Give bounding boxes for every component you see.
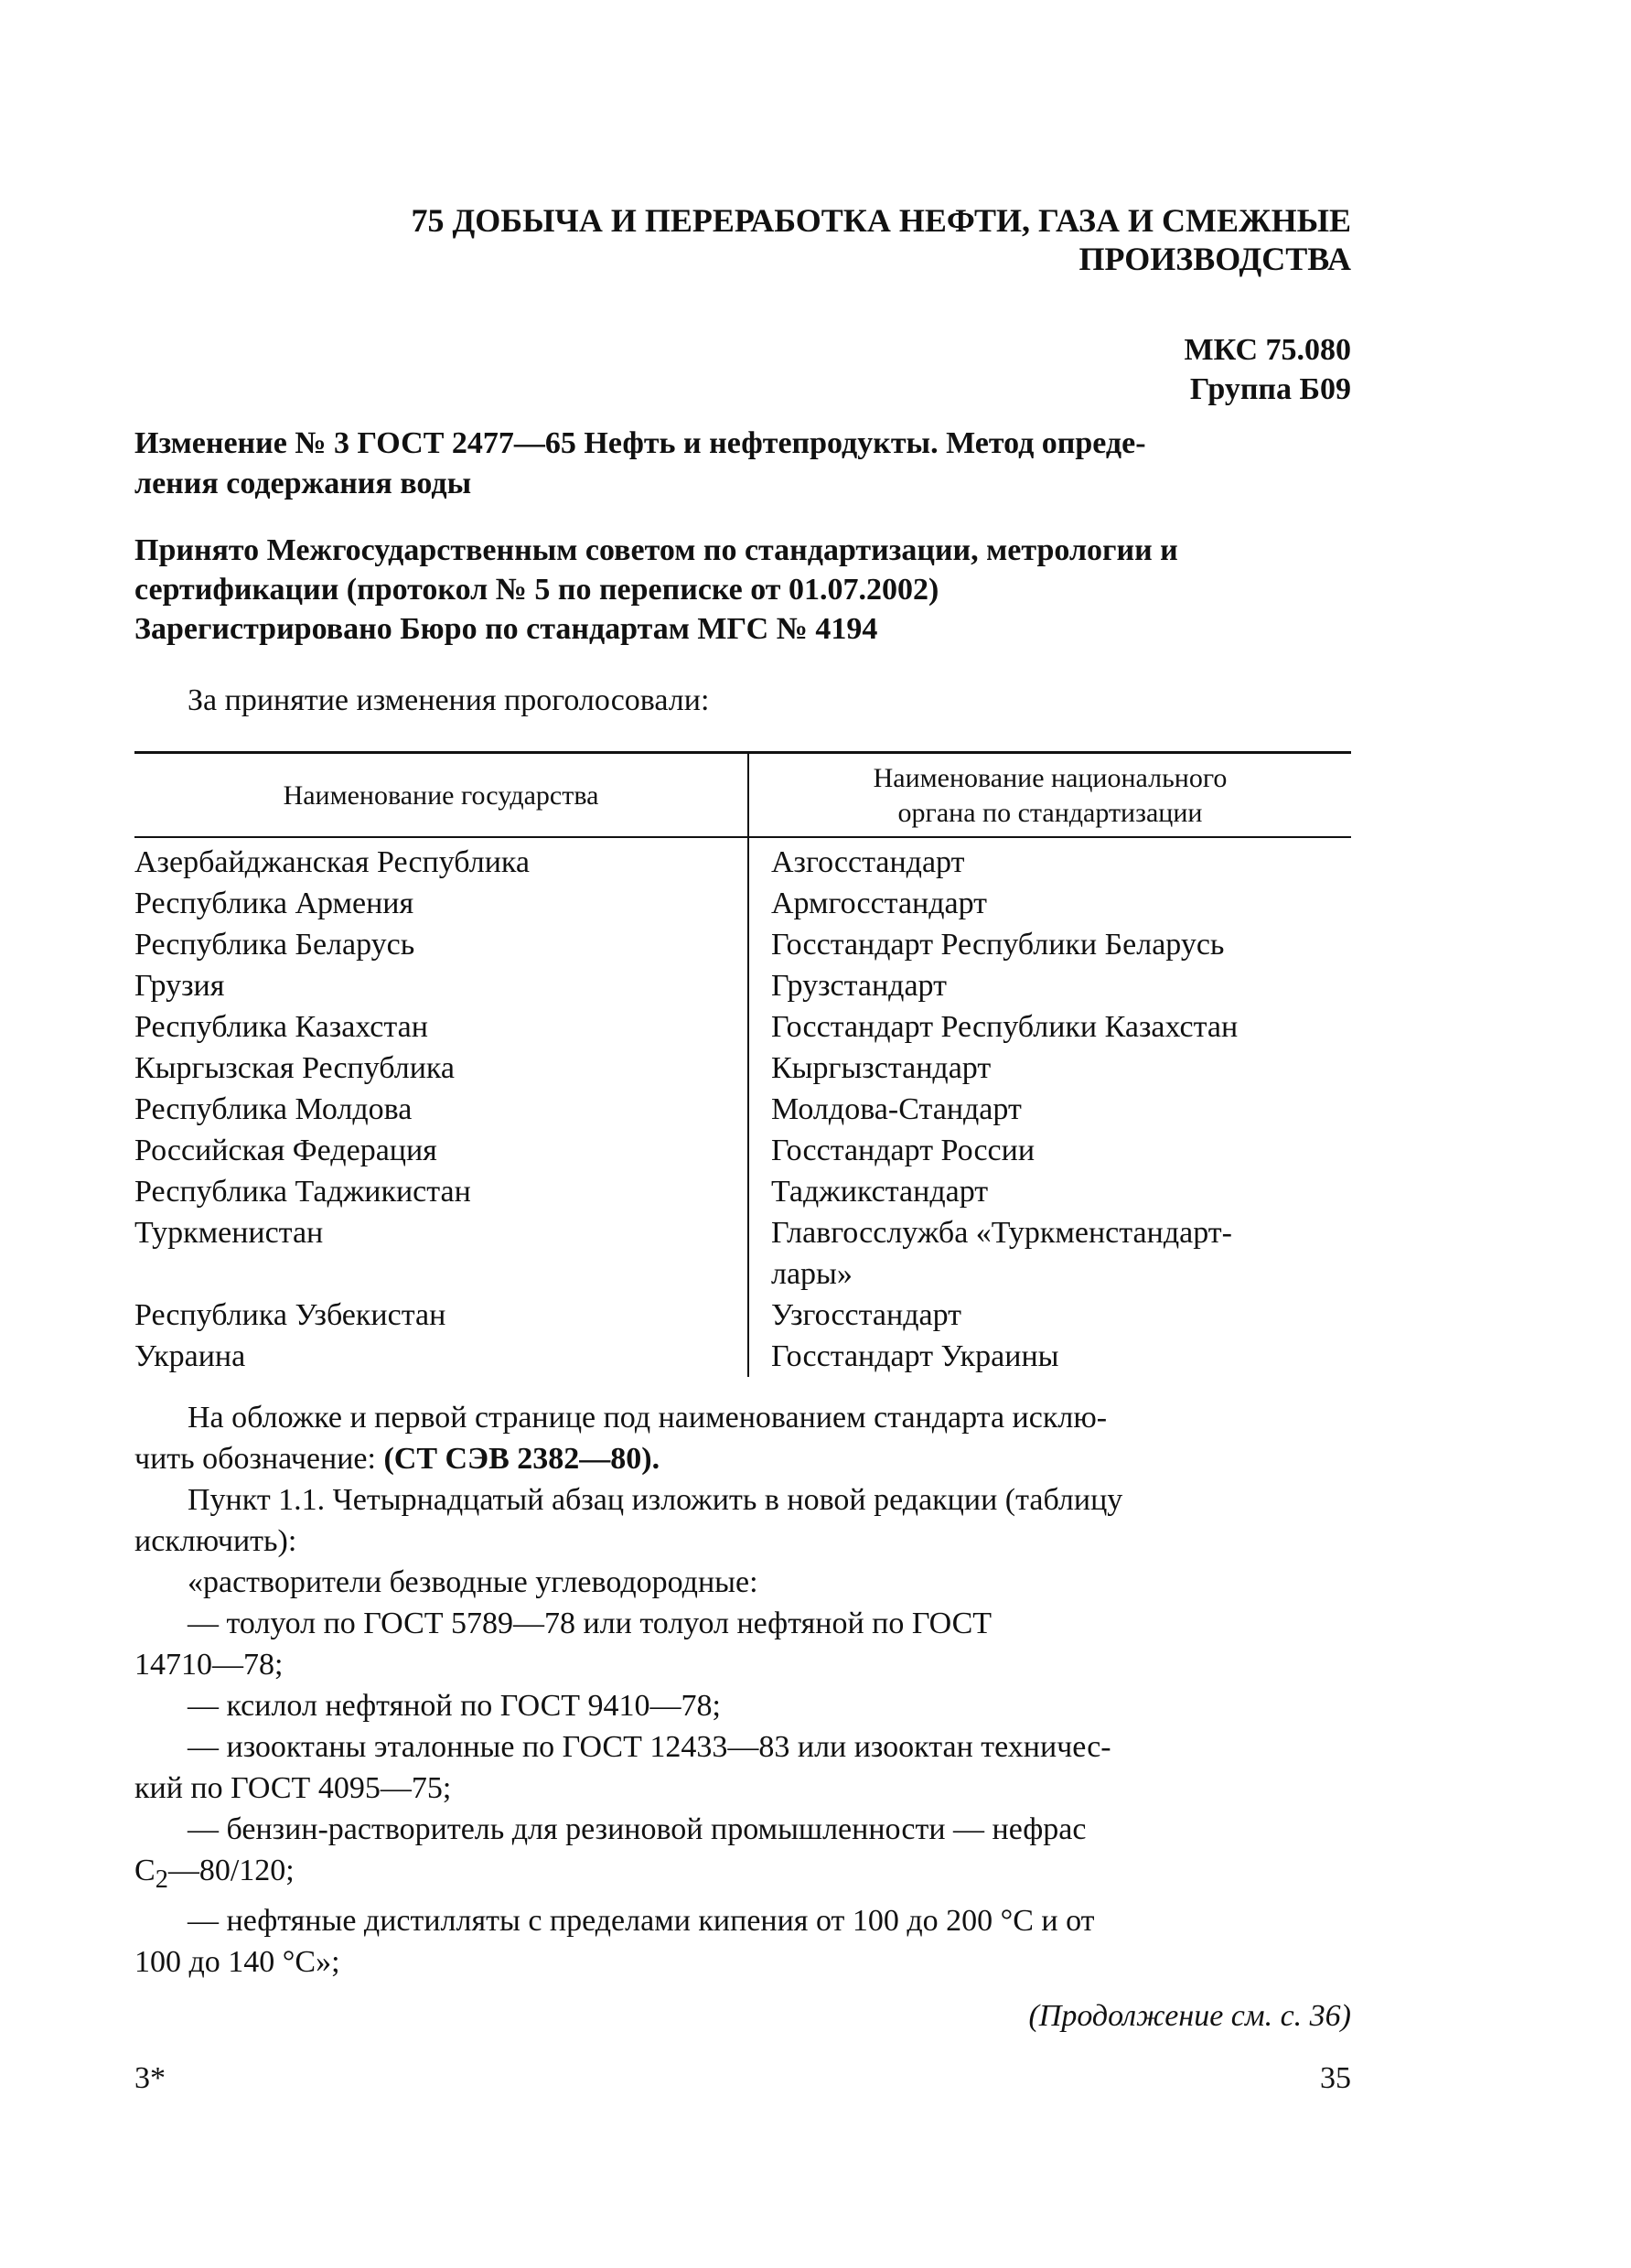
state-cell: Республика Казахстан [134, 1006, 748, 1048]
section-title-line: ПРОИЗВОДСТВА [1078, 241, 1351, 277]
state-cell: Российская Федерация [134, 1130, 748, 1171]
change-title-line: Изменение № 3 ГОСТ 2477—65 Нефть и нефтепродукты. Метод опреде- [134, 426, 1146, 460]
paragraph-point [134, 1479, 1351, 1521]
column-header-org [748, 753, 1351, 838]
column-header-org-line: органа по стандартизации [897, 798, 1203, 828]
text-line: чить обозначение: [134, 1442, 384, 1476]
org-cell: Кыргызстандарт [771, 1051, 992, 1085]
subscript: 2 [155, 1865, 168, 1894]
signature-mark: 3* [134, 2061, 166, 2095]
org-cell: Грузстандарт [771, 969, 947, 1003]
list-item-isooctane-cont [134, 1768, 1351, 1809]
text-line: 14710—78; [134, 1648, 284, 1682]
standard-designation: (СТ СЭВ 2382—80). [383, 1442, 660, 1476]
adoption-line: сертификации (протокол № 5 по переписке от 01.07.2002) [134, 573, 939, 607]
table-row [134, 1336, 1351, 1377]
state-cell: Украина [134, 1336, 748, 1377]
adoption-statement [134, 531, 1351, 649]
org-cell-line: Главгосслужба «Туркменстандарт- [771, 1216, 1232, 1250]
table-row [134, 924, 1351, 965]
table-row [134, 837, 1351, 883]
text-line: — ксилол нефтяной по ГОСТ 9410—78; [188, 1689, 721, 1723]
state-cell: Республика Молдова [134, 1089, 748, 1130]
column-header-state: Наименование государства [134, 753, 748, 838]
adoption-line: Принято Межгосударственным советом по стандартизации, метрологии и [134, 533, 1178, 567]
org-cell: Узгосстандарт [771, 1298, 962, 1332]
list-item-toluene-cont [134, 1644, 1351, 1685]
list-item-xylene [134, 1685, 1351, 1726]
registration-line: Зарегистрировано Бюро по стандартам МГС № 4194 [134, 612, 878, 646]
list-item-benzine [134, 1809, 1351, 1850]
state-cell: Грузия [134, 965, 748, 1006]
state-cell: Туркменистан [134, 1212, 748, 1295]
table-row [134, 1295, 1351, 1336]
mks-code: МКС 75.080 [1184, 333, 1351, 367]
list-item-distillates-cont [134, 1941, 1351, 1983]
column-header-org-line: Наименование национального [873, 763, 1228, 793]
list-item-benzine-cont [134, 1850, 1351, 1900]
text-line: 100 до 140 °С»; [134, 1944, 340, 1979]
page-content [134, 201, 1351, 2037]
org-cell [748, 1212, 1351, 1295]
change-title-line: ления содержания воды [134, 467, 472, 500]
amendment-text [134, 1397, 1351, 1983]
classification-codes [134, 330, 1351, 409]
section-title-line: 75 ДОБЫЧА И ПЕРЕРАБОТКА НЕФТИ, ГАЗА И СМЕЖНЫЕ [411, 202, 1351, 239]
state-cell: Республика Армения [134, 883, 748, 924]
org-cell: Армгосстандарт [771, 887, 988, 920]
org-cell: Госстандарт Украины [771, 1339, 1059, 1373]
table-row [134, 1048, 1351, 1089]
paragraph-solvents [134, 1562, 1351, 1603]
table-row [134, 1171, 1351, 1212]
paragraph-cover-cont [134, 1438, 1351, 1479]
paragraph-point-cont [134, 1521, 1351, 1562]
org-cell: Таджикстандарт [771, 1175, 989, 1209]
text-line: кий по ГОСТ 4095—75; [134, 1771, 452, 1805]
vote-table [134, 751, 1351, 1377]
org-cell: Молдова-Стандарт [771, 1092, 1022, 1126]
table-row [134, 1130, 1351, 1171]
table-row [134, 1089, 1351, 1130]
page-number: 35 [1320, 2061, 1351, 2095]
table-row [134, 1006, 1351, 1048]
table-row [134, 883, 1351, 924]
text-line: — бензин-растворитель для резиновой промышленности — нефрас [188, 1812, 1087, 1846]
state-cell: Республика Таджикистан [134, 1171, 748, 1212]
text-line: «растворители безводные углеводородные: [188, 1565, 758, 1599]
text-line: — изооктаны эталонные по ГОСТ 12433—83 или изооктан техничес- [188, 1730, 1111, 1764]
list-item-toluene [134, 1603, 1351, 1644]
state-cell: Азербайджанская Республика [134, 837, 748, 883]
text-line: Пункт 1.1. Четырнадцатый абзац изложить в новой редакции (таблицу [188, 1483, 1123, 1517]
org-cell: Азгосстандарт [771, 845, 965, 879]
text-line: На обложке и первой странице под наименованием стандарта исклю- [188, 1401, 1108, 1435]
text-line: — толуол по ГОСТ 5789—78 или толуол нефтяной по ГОСТ [188, 1607, 993, 1640]
text-line: C [134, 1854, 156, 1887]
text-line: —80/120; [167, 1854, 295, 1887]
list-item-distillates [134, 1900, 1351, 1941]
text-line: исключить): [134, 1524, 297, 1558]
org-cell: Госстандарт России [771, 1134, 1035, 1167]
list-item-isooctane [134, 1726, 1351, 1768]
continuation-note: (Продолжение см. с. 36) [1028, 1998, 1351, 2033]
table-header-row [134, 753, 1351, 838]
state-cell: Кыргызская Республика [134, 1048, 748, 1089]
state-cell: Республика Узбекистан [134, 1295, 748, 1336]
text-line: — нефтяные дистилляты с пределами кипения от 100 до 200 °С и от [188, 1903, 1095, 1938]
table-row [134, 1212, 1351, 1295]
change-title [134, 424, 1351, 504]
table-row [134, 965, 1351, 1006]
org-cell: Госстандарт Республики Беларусь [771, 928, 1225, 962]
section-title [134, 201, 1351, 278]
paragraph-cover [134, 1397, 1351, 1438]
org-cell-line: лары» [771, 1257, 853, 1291]
voted-intro: За принятие изменения проголосовали: [188, 683, 710, 717]
state-cell: Республика Беларусь [134, 924, 748, 965]
group-code: Группа Б09 [1189, 372, 1351, 406]
org-cell: Госстандарт Республики Казахстан [771, 1010, 1239, 1044]
